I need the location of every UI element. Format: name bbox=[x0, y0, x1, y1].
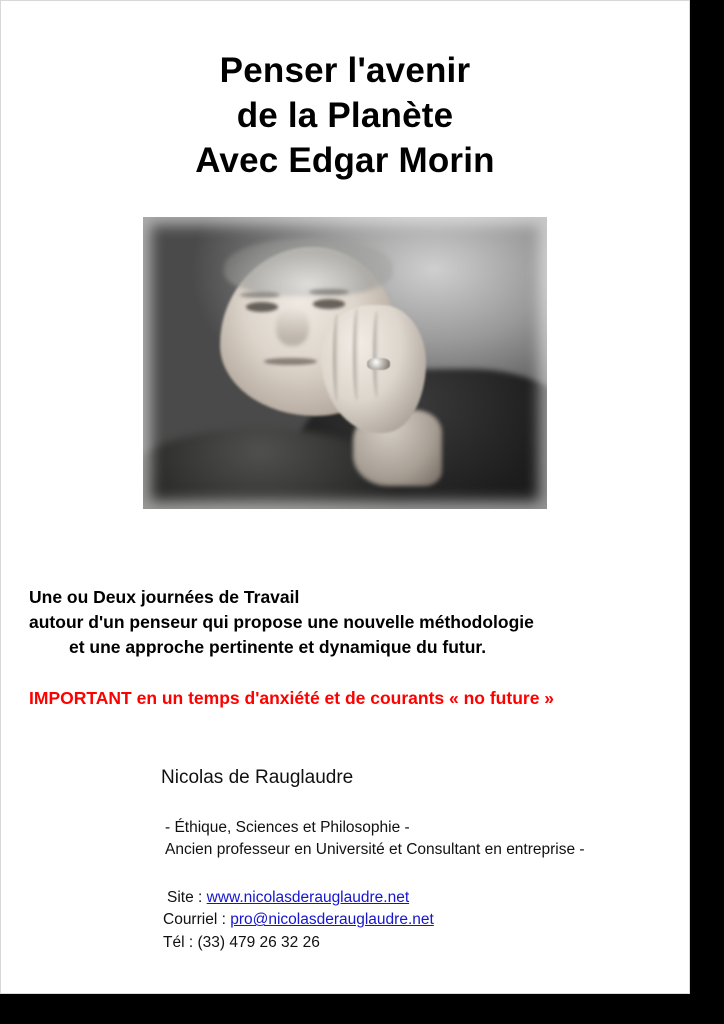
contact-site-label: Site : bbox=[167, 888, 203, 906]
contact-phone-label: Tél : bbox=[163, 933, 194, 951]
photo-mouth bbox=[264, 358, 317, 366]
body-text bbox=[1, 585, 689, 660]
email-link[interactable]: pro@nicolasderauglaudre.net bbox=[230, 911, 434, 929]
title-line-2: de la Planète bbox=[236, 95, 454, 135]
photo-eye-left bbox=[246, 302, 278, 312]
contact-email-row bbox=[163, 909, 689, 931]
body-line-3: et une approche pertinente et dynamique du futur. bbox=[69, 637, 487, 658]
contact-email-label: Courriel : bbox=[163, 911, 226, 929]
photo-finger-1 bbox=[333, 314, 341, 402]
title-line-3: Avec Edgar Morin bbox=[195, 140, 495, 180]
author-name: Nicolas de Rauglaudre bbox=[161, 766, 354, 788]
body-line-1: Une ou Deux journées de Travail bbox=[29, 587, 300, 608]
signature-block bbox=[1, 767, 689, 954]
contact-site-row bbox=[163, 887, 689, 909]
important-note: IMPORTANT en un temps d'anxiété et de courants « no future » bbox=[29, 687, 555, 708]
author-subtitle-2: Ancien professeur en Université et Consultant en entreprise - bbox=[165, 840, 585, 858]
contact-phone-value: (33) 479 26 32 26 bbox=[197, 933, 320, 951]
contact-block bbox=[161, 887, 689, 954]
author-subtitle-1: - Éthique, Sciences et Philosophie - bbox=[165, 818, 410, 836]
website-link[interactable]: www.nicolasderauglaudre.net bbox=[206, 888, 410, 906]
photo-ring bbox=[367, 358, 390, 370]
body-line-2: autour d'un penseur qui propose une nouvelle méthodologie bbox=[29, 612, 534, 633]
portrait-container bbox=[1, 217, 689, 509]
photo-hair bbox=[224, 238, 394, 296]
photo-nose bbox=[276, 308, 308, 346]
page-title bbox=[1, 1, 689, 183]
title-line-1: Penser l'avenir bbox=[219, 51, 471, 90]
portrait-photo bbox=[143, 217, 547, 509]
contact-phone-row bbox=[163, 932, 689, 954]
photo-eye-right bbox=[313, 299, 345, 309]
